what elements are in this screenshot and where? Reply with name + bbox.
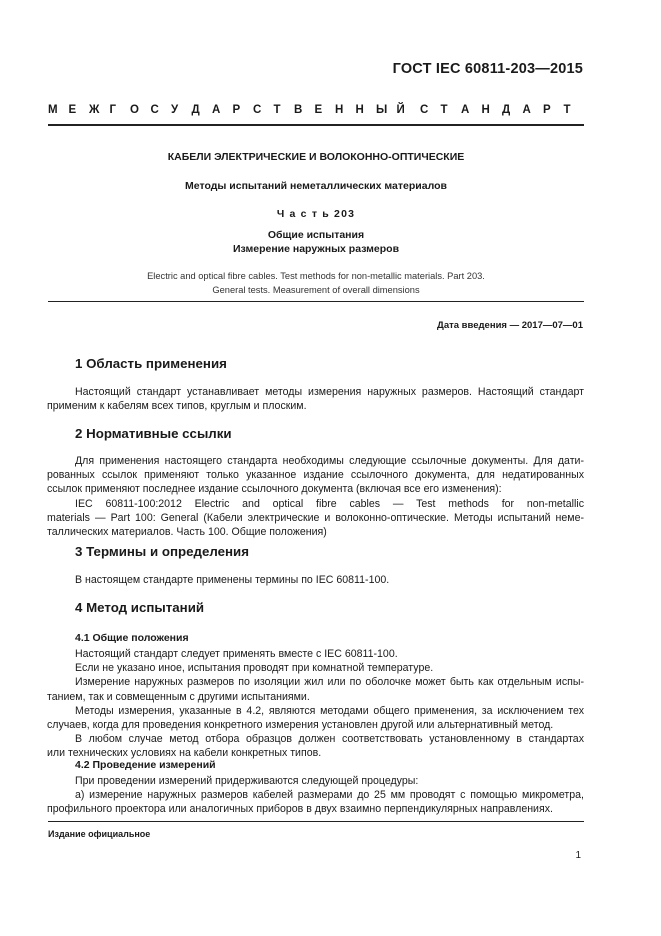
banner-letter: Г: [109, 104, 117, 116]
text-line: танием, так и совмещенным с другими испытаниями.: [47, 690, 310, 703]
title-subject: [48, 228, 584, 256]
banner-letter: У: [171, 104, 179, 116]
text-line: Настоящий стандарт устанавливает методы измерения наружных размеров. Настоящий стандарт: [75, 386, 584, 398]
banner-letter: Ж: [89, 104, 100, 116]
banner-letter: В: [294, 104, 303, 116]
title-part: Ч а с т ь 203: [276, 208, 356, 220]
banner-letter: Т: [563, 104, 571, 116]
section-4-heading: 4 Метод испытаний: [75, 600, 205, 615]
banner-letter: С: [253, 104, 262, 116]
banner-word-standard: [420, 104, 584, 116]
title-english-line1: Electric and optical fibre cables. Test methods for non-metallic materials. Part 203.: [147, 271, 485, 281]
section-2-text: [47, 454, 584, 539]
text-line: профильного проектора или аналогичных приборов в двух взаимно перпендикулярных направлениях.: [47, 803, 553, 816]
banner-letter: М: [48, 104, 58, 116]
banner-letter: О: [130, 104, 139, 116]
banner-word-interstate: [48, 104, 417, 116]
standard-code: ГОСТ IEC 60811-203—2015: [392, 61, 583, 77]
footer-rule: [48, 821, 584, 822]
text-line: materials — Part 100: General (Кабели электрические и волоконно-оптические. Методы испытаний неме-: [47, 511, 584, 524]
banner-letter: Р: [232, 104, 241, 116]
banner-letter: Н: [355, 104, 364, 116]
subsection-4-1-text: [47, 647, 584, 761]
text-line: или технических условиях на кабели конкретных типов.: [47, 747, 322, 760]
banner-letter: Т: [440, 104, 448, 116]
page-number: 1: [575, 850, 581, 861]
intro-date: Дата введения — 2017—07—01: [437, 320, 583, 331]
header-rule: [48, 124, 584, 126]
section-1-text: [47, 385, 584, 413]
banner-letter: А: [522, 104, 531, 116]
text-line: При проведении измерений придерживаются следующей процедуры:: [75, 775, 419, 787]
banner-letter: Е: [314, 104, 323, 116]
interstate-standard-banner: [48, 104, 584, 116]
title-english-line2: General tests. Measurement of overall dimensions: [212, 285, 420, 295]
banner-letter: Н: [335, 104, 344, 116]
banner-letter: А: [461, 104, 470, 116]
subsection-4-2-text: [47, 774, 584, 817]
text-line: Методы измерения, указанные в 4.2, являются методами общего применения, за исключением тех: [75, 704, 584, 717]
title-main: КАБЕЛИ ЭЛЕКТРИЧЕСКИЕ И ВОЛОКОННО-ОПТИЧЕСКИЕ: [167, 151, 465, 163]
banner-letter: Е: [68, 104, 77, 116]
text-line: В любом случае метод отбора образцов должен соответствовать установленному в стандартах: [75, 733, 584, 746]
banner-letter: Д: [502, 104, 511, 116]
section-3-text: [75, 573, 584, 587]
text-line: применим к кабелям всех типов, круглым и плоским.: [47, 400, 307, 413]
text-line: ссылок применяют последнее издание ссылочного документа (включая все его изменения):: [47, 483, 502, 496]
text-line: случаев, когда для проведения конкретного измерения установлен другой или альтернативный метод.: [47, 719, 554, 732]
text-line: а) измерение наружных размеров кабелей размерами до 25 мм проводят с помощью микрометра,: [75, 789, 584, 802]
section-3-heading: 3 Термины и определения: [75, 544, 249, 559]
text-line: В настоящем стандарте применены термины по IEC 60811-100.: [75, 574, 390, 586]
text-line: таллических материалов. Часть 100. Общие положения): [47, 526, 327, 539]
subsection-4-1-heading: 4.1 Общие положения: [75, 632, 189, 644]
banner-letter: А: [212, 104, 221, 116]
section-2-heading: 2 Нормативные ссылки: [75, 426, 232, 441]
title-rule: [48, 301, 584, 302]
text-line: Для применения настоящего стандарта необходимы следующие ссылочные документы. Для дати-: [75, 455, 584, 467]
section-1-heading: 1 Область применения: [75, 356, 227, 371]
banner-letter: Й: [396, 104, 405, 116]
banner-letter: Д: [191, 104, 200, 116]
subsection-4-2-heading: 4.2 Проведение измерений: [75, 759, 216, 771]
text-line: Измерение наружных размеров по изоляции жил или по оболочке может быть как отдельным испы-: [75, 676, 584, 689]
title-subject-line1: Общие испытания: [267, 229, 365, 241]
title-english: [48, 269, 584, 297]
banner-letter: Ы: [376, 104, 388, 116]
edition-label: Издание официальное: [48, 829, 151, 839]
banner-letter: С: [420, 104, 429, 116]
text-line: рованных ссылок применяют только указанное издание ссылочного документа, для недатированных: [47, 469, 584, 482]
text-line: IEC 60811-100:2012 Electric and optical fibre cables — Test methods for non-metallic: [75, 497, 584, 510]
text-line: Если не указано иное, испытания проводят при комнатной температуре.: [75, 662, 434, 675]
title-subject-line2: Измерение наружных размеров: [232, 243, 400, 255]
title-methods: Методы испытаний неметаллических материалов: [185, 180, 447, 192]
text-line: Настоящий стандарт следует применять вместе с IEC 60811-100.: [75, 648, 398, 660]
banner-letter: С: [150, 104, 159, 116]
banner-letter: Н: [481, 104, 490, 116]
banner-letter: Т: [273, 104, 281, 116]
banner-letter: Р: [543, 104, 551, 116]
